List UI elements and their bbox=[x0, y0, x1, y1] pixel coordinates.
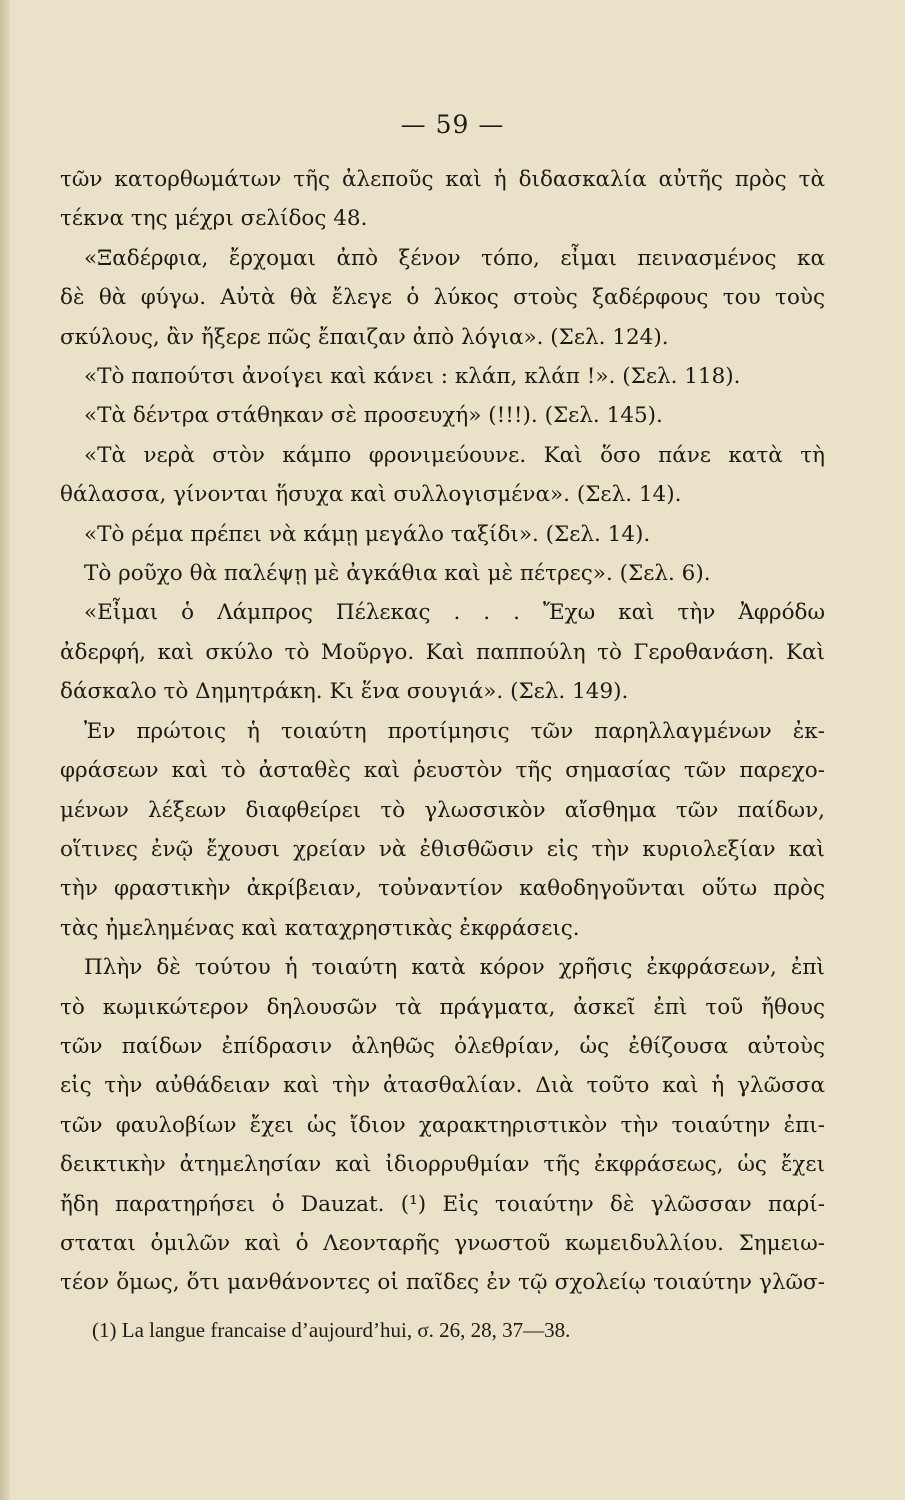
text-line: «Τὰ δέντρα στάθηκαν σὲ προσευχή» (!!!). (Σελ. 145). bbox=[84, 403, 663, 429]
text-line: Πλὴν δὲ τούτου ἡ τοιαύτη κατὰ κόρον χρῆσις ἐκφράσεων, ἐπὶ bbox=[84, 955, 825, 981]
text-line: Ἐν πρώτοις ἡ τοιαύτη προτίμησις τῶν παρηλλαγμένων ἐκ- bbox=[84, 718, 825, 744]
text-line: «Τὸ ρέμα πρέπει νὰ κάμῃ μεγάλο ταξίδι». (Σελ. 14). bbox=[84, 521, 651, 547]
text-line: Τὸ ροῦχο θὰ παλέψῃ μὲ ἀγκάθια καὶ μὲ πέτρες». (Σελ. 6). bbox=[84, 561, 711, 587]
text-line: ἀδερφή, καὶ σκύλο τὸ Μοῦργο. Καὶ παππούλη τὸ Γεροθανάση. Καὶ bbox=[60, 639, 825, 665]
text-line: δάσκαλο τὸ Δημητράκη. Κι ἕνα σουγιά». (Σελ. 149). bbox=[60, 679, 629, 705]
text-line: δεικτικὴν ἀτημελησίαν καὶ ἰδιορρυθμίαν τῆς ἐκφράσεως, ὡς ἔχει bbox=[60, 1152, 825, 1178]
text-line: «Τὰ νερὰ στὸν κάμπο φρονιμεύουνε. Καὶ ὅσο πάνε κατὰ τὴ bbox=[84, 442, 825, 468]
body-text bbox=[60, 160, 825, 1303]
page-number: — 59 — bbox=[400, 110, 505, 139]
text-line: τῶν φαυλοβίων ἔχει ὡς ἴδιον χαρακτηριστικὸν τὴν τοιαύτην ἐπι- bbox=[60, 1112, 825, 1138]
text-line: μένων λέξεων διαφθείρει τὸ γλωσσικὸν αἴσθημα τῶν παίδων, bbox=[60, 797, 825, 823]
text-line: φράσεων καὶ τὸ ἀσταθὲς καὶ ῥευστὸν τῆς σημασίας τῶν παρεχο- bbox=[60, 758, 825, 784]
text-line: τὸ κωμικώτερον δηλουσῶν τὰ πράγματα, ἀσκεῖ ἐπὶ τοῦ ἤθους bbox=[60, 994, 825, 1020]
footnote: (1) La langue francaise d’aujourd’hui, σ. 26, 28, 37—38. bbox=[92, 1318, 571, 1342]
text-line: σταται ὁμιλῶν καὶ ὁ Λεονταρῆς γνωστοῦ κωμειδυλλίου. Σημειω- bbox=[60, 1230, 825, 1256]
text-line: τὴν φραστικὴν ἀκρίβειαν, τοὐναντίον καθοδηγοῦνται οὕτω πρὸς bbox=[60, 876, 825, 902]
text-line: τῶν κατορθωμάτων τῆς ἀλεπoῦς καὶ ἡ διδασκαλία αὐτῆς πρὸς τὰ bbox=[60, 167, 825, 192]
text-line: «Τὸ παπούτσι ἀνοίγει καὶ κάνει : κλάπ, κλάπ !». (Σελ. 118). bbox=[84, 364, 741, 390]
text-line: σκύλους, ἂν ἤξερε πῶς ἔπαιζαν ἀπὸ λόγια». (Σελ. 124). bbox=[60, 324, 669, 350]
page-edge bbox=[0, 0, 10, 1500]
text-line: τῶν παίδων ἐπίδρασιν ἀληθῶς ὀλεθρίαν, ὡς ἐθίζουσα αὐτοὺς bbox=[60, 1033, 825, 1059]
text-line: ἤδη παρατηρήσει ὁ Dauzat. (¹) Εἰς τοιαύτην δὲ γλῶσσαν παρί- bbox=[60, 1191, 825, 1217]
text-line: τὰς ἠμελημένας καὶ καταχρηστικὰς ἐκφράσεις. bbox=[60, 915, 580, 941]
text-line: θάλασσα, γίνονται ἥσυχα καὶ συλλογισμένα». (Σελ. 14). bbox=[60, 482, 682, 508]
text-line: εἰς τὴν αὐθάδειαν καὶ τὴν ἀτασθαλίαν. Διὰ τοῦτο καὶ ἡ γλῶσσα bbox=[60, 1073, 825, 1099]
text-line: «Ξαδέρφια, ἔρχομαι ἀπὸ ξένον τόπο, εἶμαι πεινασμένος κα bbox=[84, 245, 825, 271]
text-line: δὲ θὰ φύγω. Αὐτὰ θὰ ἔλεγε ὁ λύκος στοὺς ξαδέρφους του τοὺς bbox=[60, 285, 825, 311]
text-line: «Εἶμαι ὁ Λάμπρος Πέλεκας . . . Ἔχω καὶ τὴν Ἀφρόδω bbox=[84, 600, 825, 626]
text-line: τέκνα της μέχρι σελίδος 48. bbox=[60, 206, 368, 232]
text-line: οἵτινες ἐνῷ ἔχουσι χρείαν νὰ ἐθισθῶσιν εἰς τὴν κυριολεξίαν καὶ bbox=[60, 836, 825, 862]
text-line: τέον ὅμως, ὅτι μανθάνοντες οἱ παῖδες ἐν τῷ σχολείῳ τοιαύτην γλῶσ- bbox=[60, 1270, 825, 1296]
